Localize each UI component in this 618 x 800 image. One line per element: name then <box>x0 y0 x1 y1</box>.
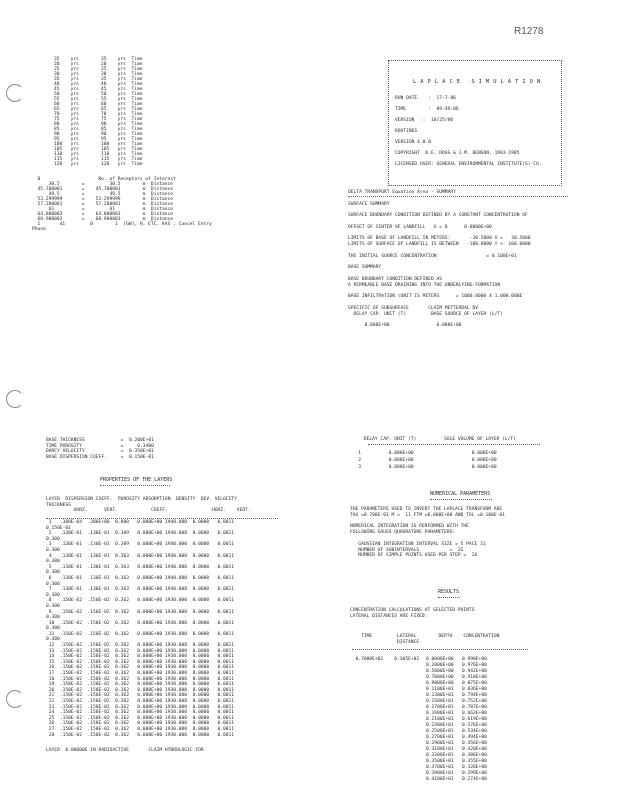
time-row: 25 yrs 25 yrs Time <box>54 67 143 72</box>
table-row: 0.300 <box>46 626 60 632</box>
layer-delay-header: DELAY CAP. UNIT (T) SOLE VOLUME OF LAYER (L/T) <box>350 437 516 442</box>
table-row: 5 .130E-01 .130E-01 0.363 0.000E+00 1940.000 0.0000 0.0011 <box>46 564 235 570</box>
table-row: 0.1700E+01 0.707E+00 <box>426 705 487 710</box>
properties-header-line: THICKNESS <box>46 502 71 508</box>
summary-line: A PERMEABLE BASE DRAINING INTO THE UNDERLYING FORMATION <box>348 282 501 288</box>
time-row: 50 yrs 50 yrs Time <box>54 92 143 97</box>
receptor-row: 1 41 0 1 [GW], H, ETC, KAS , Cancel Entry <box>32 222 212 227</box>
table-row: 0.1300E+01 0.794E+00 <box>426 693 487 698</box>
binder-hole-bottom <box>6 690 24 708</box>
header-line: ROUTINES <box>395 129 418 134</box>
time-row: 20 yrs 20 yrs Time <box>54 62 143 67</box>
properties-table <box>46 520 234 738</box>
time-row: 105 yrs 105 yrs Time <box>54 147 143 152</box>
numerical-title-underline <box>430 499 492 500</box>
table-row: 22 .150E-02 .150E-02 0.362 0.000E+00 1930.000 0.0000 0.0011 <box>46 699 235 704</box>
table-row: 0.300 <box>46 547 60 553</box>
table-row: 27 .150E-02 .150E-02 0.362 0.000E+00 1930.000 0.0000 0.0011 <box>46 726 235 732</box>
time-row: 115 yrs 115 yrs Time <box>54 157 143 162</box>
properties-title: PROPERTIES OF THE LAYERS <box>100 477 173 483</box>
summary-line: LIMITS OF BASE OF LANDFILL IN METERS: -30.5000 X = 30.5000 <box>348 236 531 242</box>
results-subheader: DISTANCE <box>350 640 420 645</box>
results-table <box>426 657 487 783</box>
time-row: 45 yrs 45 yrs Time <box>54 87 143 92</box>
base-parameters <box>46 438 154 460</box>
binder-hole-middle <box>6 390 24 408</box>
table-row: 9 .150E-02 .150E-02 0.362 0.000E+00 1930.000 0.0000 0.0011 <box>46 609 235 615</box>
time-row: 55 yrs 55 yrs Time <box>54 97 143 102</box>
time-row: 120 yrs 120 yrs Time <box>54 162 143 167</box>
table-row: 3 0.000E+00 0.000E+00 <box>350 465 497 470</box>
table-row: 2 .130E-01 .130E-01 0.309 0.000E+00 1940.000 0.0000 0.0011 <box>46 531 235 537</box>
table-row: 0.2500E+01 0.534E+00 <box>426 729 487 734</box>
table-row: 7 .130E-01 .130E-01 0.363 0.000E+00 1940.000 0.0000 0.0011 <box>46 587 235 593</box>
results-title: RESULTS <box>438 589 460 595</box>
layer-delay-table <box>350 450 497 471</box>
header-line: COPYRIGHT K.E. ROSS & J.M. BENSON, 1983-1985 <box>395 151 520 156</box>
table-row: 0.5000E+00 0.942E+00 <box>426 669 487 674</box>
time-row: 75 yrs 75 yrs Time <box>54 117 143 122</box>
base-parameter-line: TIME POROSITY = 0.3400 <box>46 443 154 449</box>
time-row: 35 yrs 35 yrs Time <box>54 57 143 62</box>
table-row: 0.300 <box>46 559 60 565</box>
time-row: 30 yrs 30 yrs Time <box>54 72 143 77</box>
receptor-row: 57.200001 = 57.200001 m Distance <box>32 202 174 207</box>
table-row: 18 .150E-02 .150E-02 0.362 0.000E+00 1930.000 0.0000 0.0011 <box>46 676 235 682</box>
numerical-line: THE PARAMETERS USED TO INVERT THE LAPLACE TRANSFORM ARE <box>350 507 503 512</box>
properties-header-divider <box>46 518 278 519</box>
numerical-line: FOLLOWING GAUSS QUADRATURE PARAMETERS: <box>350 530 456 536</box>
table-row: 0.300 <box>46 581 60 587</box>
summary-line: BASE SUMMARY <box>348 265 382 271</box>
results-intro <box>350 608 474 620</box>
document-id: R1278 <box>514 26 544 37</box>
table-row: 28 .150E-02 .150E-02 0.362 0.000E+00 1930.000 0.0000 0.0011 <box>46 732 235 738</box>
time-row: 95 yrs 95 yrs Time <box>54 137 143 142</box>
results-header: TIME LATERAL DEPTH CONCENTRATION <box>350 634 500 639</box>
receptor-row: 30.5 = 30.5 m Distance <box>32 182 174 187</box>
table-row: 16 .150E-02 .150E-02 0.362 0.000E+00 1930.000 0.0000 0.0011 <box>46 665 235 671</box>
time-row: 65 yrs 65 yrs Time <box>54 107 143 112</box>
time-row: 60 yrs 60 yrs Time <box>54 102 143 107</box>
properties-header <box>46 497 251 514</box>
base-parameter-line: DARCY VELOCITY = 0.350E+01 <box>46 449 154 455</box>
receptor-row: 64.800003 = 64.800003 m Distance <box>32 212 174 217</box>
table-row: 0.300 <box>46 570 60 576</box>
table-row: 0.1100E+01 0.836E+00 <box>426 687 487 692</box>
table-row: 0.300 <box>46 536 60 542</box>
table-row: 25 .150E-02 .150E-02 0.362 0.000E+00 1930.000 0.0000 0.0011 <box>46 715 235 721</box>
table-row: 0.1500E+01 0.752E+00 <box>426 699 487 704</box>
receptor-row: 61 = 61 m Distance <box>32 207 174 212</box>
header-line: VERSION 4.0.0 <box>395 140 431 145</box>
table-row: 0.4100E+01 0.274E+00 <box>426 777 487 782</box>
table-row: 0.3300E+01 0.386E+00 <box>426 753 487 758</box>
numerical-line: NUMBER OF SUBINTERVALS = 32 <box>350 547 464 553</box>
summary-line: BASE BOUNDARY CONDITION DEFINED AS <box>348 276 443 282</box>
summary-line: THE INITIAL SOURCE CONCENTRATION = 0.100E+01 <box>348 253 517 259</box>
table-row: 3 .130E-01 .130E-01 0.309 0.000E+00 1940.000 0.0000 0.0011 <box>46 542 235 548</box>
receptor-row: Phone <box>32 227 46 232</box>
table-row: 0.2700E+01 0.494E+00 <box>426 735 487 740</box>
numerical-line: NUMBER OF SIMPLE POINTS USED PER STEP = 26 <box>350 553 478 559</box>
table-row: 12 .150E-02 .150E-02 0.362 0.000E+00 1930.000 0.0000 0.0011 <box>46 643 235 649</box>
binder-hole-top <box>6 84 24 102</box>
results-first-row: 0.7000E+02 0.305E+02 <box>350 657 420 662</box>
table-row: 26 .150E-02 .150E-02 0.362 0.000E+00 1930.000 0.0000 0.0011 <box>46 721 235 727</box>
table-row: 0.3100E+01 0.420E+00 <box>426 747 487 752</box>
table-row: 0.300 <box>46 615 60 621</box>
table-row: 0.1900E+01 0.663E+00 <box>426 711 487 716</box>
table-row: 13 .150E-02 .150E-02 0.362 0.000E+00 1930.000 0.0000 0.0011 <box>46 648 235 654</box>
table-row: 20 .150E-02 .150E-02 0.362 0.000E+00 1930.000 0.0000 0.0011 <box>46 687 235 693</box>
summary-line: SPECIFIC OF SUBSURFACE CLAIM METTERDAL DV <box>348 305 478 311</box>
table-row: 1 0.000E+00 0.000E+00 <box>350 451 497 456</box>
header-line: VERSION : 10/25/80 <box>395 118 454 123</box>
receptor-row: 45.700001 = 45.700001 m Distance <box>32 187 174 192</box>
header-line: TIME : 09:49:06 <box>395 107 459 112</box>
table-row: 0.2300E+01 0.576E+00 <box>426 723 487 728</box>
table-row: 24 .150E-02 .150E-02 0.362 0.000E+00 1930.000 0.0000 0.0011 <box>46 710 235 716</box>
time-row: 90 yrs 90 yrs Time <box>54 132 143 137</box>
table-row: 0.150E-01 <box>46 525 71 531</box>
table-row: 8 .150E-02 .150E-02 0.362 0.000E+00 1930.000 0.0000 0.0011 <box>46 598 235 604</box>
results-intro-line: LATERAL DISTANCES ARE FIXED: <box>350 613 428 619</box>
table-row: 0.9000E+00 0.875E+00 <box>426 681 487 686</box>
table-row: 11 .150E-02 .150E-02 0.362 0.000E+00 1930.000 0.0000 0.0011 <box>46 631 235 637</box>
summary-line: DELTA TRANSPORT Equation Area - SUMMARY <box>348 190 456 195</box>
summary-line: SURFACE SUMMARY <box>348 201 390 207</box>
time-row: 85 yrs 85 yrs Time <box>54 127 143 132</box>
base-parameter-line: BASE DISPERSION COEFF. = 0.150E-01 <box>46 454 154 460</box>
numerical-line: GAUSSIAN INTEGRATION INTERVAL SIZE = 5 PACE 31 <box>350 541 486 547</box>
time-row: 100 yrs 100 yrs Time <box>54 142 143 147</box>
header-line: LICENSED USER: GENERAL ENVIRONMENTAL INSTITUTE(S) CO. <box>395 162 542 167</box>
numerical-title: NUMERICAL PARAMETERS <box>430 491 491 497</box>
base-parameter-line: BASE THICKNESS = 0.200E+01 <box>46 438 154 443</box>
summary-line: DELAY CAP. UNIT (T) BASE SOURCE OF LAYER (L/T) <box>348 311 503 317</box>
receptor-row: 68.900003 = 68.900003 m Distance <box>32 217 174 222</box>
table-row: 0.300 <box>46 592 60 598</box>
time-row: 70 yrs 70 yrs Time <box>54 112 143 117</box>
table-row: 14 .150E-02 .150E-02 0.362 0.000E+00 1930.000 0.0000 0.0011 <box>46 654 235 660</box>
table-row: 0.3700E+01 0.326E+00 <box>426 765 487 770</box>
table-row: 0.3500E+01 0.355E+00 <box>426 759 487 764</box>
table-row: 23 .150E-02 .150E-02 0.362 0.000E+00 1930.000 0.0000 0.0011 <box>46 704 235 710</box>
summary-line: LIMITS OF SURFACE OF LANDFILL IS BETWEEN -100.0000 Y < 100.0000 <box>348 242 531 248</box>
numerical-parameters <box>350 507 505 559</box>
table-row: 19 .150E-02 .150E-02 0.362 0.000E+00 1930.000 0.0000 0.0011 <box>46 682 235 688</box>
summary-divider <box>348 196 568 197</box>
table-row: 1 .300E-04 .300E+00 0.000 0.000E+00 1940.000 0.0000 0.0011 <box>46 520 235 525</box>
numerical-line: NUMERICAL INTEGRATION IS PERFORMED WITH THE <box>350 524 469 530</box>
table-row: 10 .150E-02 .150E-02 0.362 0.000E+00 1930.000 0.0000 0.0011 <box>46 620 235 626</box>
summary-line: OFFSET OF CENTER OF LANDFILL X = 0 0.0000E+00 <box>348 224 492 230</box>
header-line: RUN DATE : 17-7-86 <box>395 96 456 101</box>
table-row: 17 .150E-02 .150E-02 0.362 0.000E+00 1930.000 0.0000 0.0011 <box>46 671 235 677</box>
receptor-row: 49.5 = 49.5 m Distance <box>32 192 174 197</box>
surface-summary <box>348 190 531 329</box>
time-row: 35 yrs 35 yrs Time <box>54 77 143 82</box>
time-listing <box>54 57 143 167</box>
results-header-divider <box>352 649 528 650</box>
time-row: 110 yrs 110 yrs Time <box>54 152 143 157</box>
summary-line: BASE INFILTRATION (UNIT IS METERS = 1000.0000 X 1.000.000E <box>348 294 523 300</box>
properties-header-line: HORZ. VERT. COEFF. HORZ. VERT. <box>46 508 251 514</box>
receptor-listing <box>32 177 212 232</box>
summary-line: SURFACE BOUNDARY CONDITION DEFINED BY A CONSTANT CONCENTRATION OF <box>348 213 528 219</box>
program-header-lines <box>395 93 542 170</box>
results-intro-line: CONCENTRATION CALCULATIONS AT SELECTED POINTS <box>350 608 475 613</box>
table-row: 0.300 <box>46 637 60 643</box>
table-row: 0.7000E+00 0.910E+00 <box>426 675 487 680</box>
table-row: 0.2000E+00 0.976E+00 <box>426 663 487 668</box>
left-footer: LAYER 0.00000E 1N RADIOACTIVE CLAIM HYDROLOGIC FOR <box>46 748 204 753</box>
layer-delay-divider <box>368 444 540 445</box>
table-row: 0.300 <box>46 603 60 609</box>
time-row: 80 yrs 80 yrs Time <box>54 122 143 127</box>
table-row: 6 .130E-01 .130E-01 0.363 0.000E+00 1940.000 0.0000 0.0011 <box>46 575 235 581</box>
numerical-line: TAU =0.788E-01 M = 11 FTM =0.000E+00 AND TOL =0.100E-01 <box>350 512 505 518</box>
summary-line: 0.000E+00 0.000E+00 <box>348 323 462 329</box>
receptor-row: 53.299999 = 53.299999 m Distance <box>32 197 174 202</box>
receptor-row: 0 No. of Receptors of Interest <box>32 177 176 182</box>
table-row: 2 0.000E+00 0.000E+00 <box>350 458 497 463</box>
results-title-underline <box>438 597 460 598</box>
time-row: 40 yrs 40 yrs Time <box>54 82 143 87</box>
table-row: 21 .150E-02 .150E-02 0.362 0.000E+00 1930.000 0.0000 0.0011 <box>46 693 235 699</box>
table-row: 4 .130E-01 .130E-01 0.363 0.000E+00 1940.000 0.0000 0.0011 <box>46 553 235 559</box>
properties-header-line: LAYER DISPERSION COEFF. POROSITY ADSORPTION DENSITY DEV. VELOCITY <box>46 497 237 502</box>
program-title: L A P L A C E S I M U L A T I O N <box>413 79 541 85</box>
properties-title-underline <box>100 485 170 486</box>
table-row: 0.0000E+00 0.990E+00 <box>426 657 487 662</box>
table-row: 15 .150E-02 .150E-02 0.362 0.000E+00 1930.000 0.0000 0.0011 <box>46 659 235 665</box>
table-row: 0.2900E+01 0.456E+00 <box>426 741 487 746</box>
table-row: 0.2100E+01 0.619E+00 <box>426 717 487 722</box>
table-row: 0.3900E+01 0.299E+00 <box>426 771 487 776</box>
